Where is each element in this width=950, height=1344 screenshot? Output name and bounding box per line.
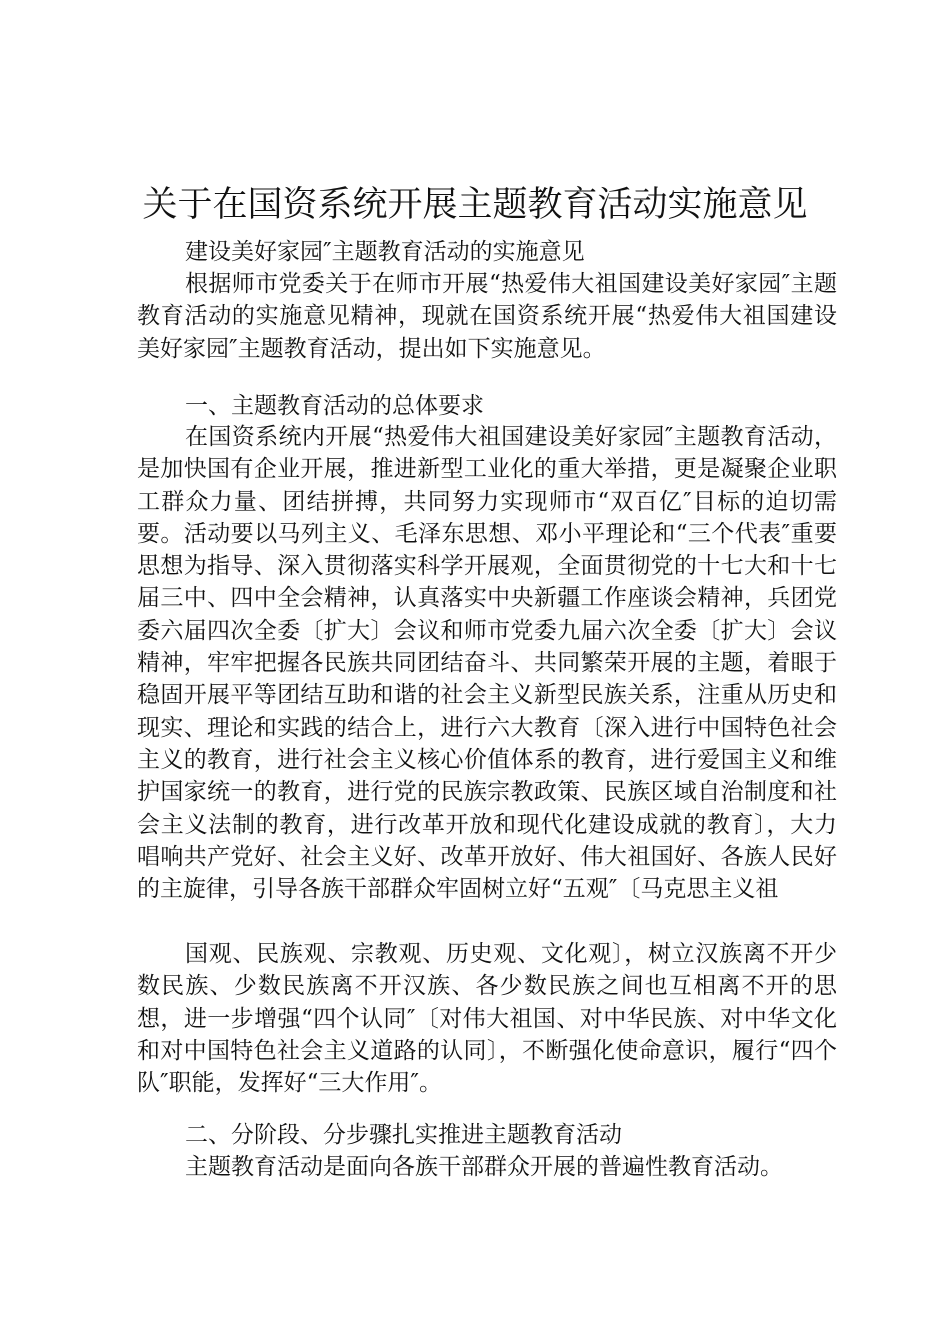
section-2-paragraph: 主题教育活动是面向各族干部群众开展的普遍性教育活动。 bbox=[185, 1154, 783, 1180]
section-1-heading: 一、主题教育活动的总体要求 bbox=[185, 393, 484, 419]
intro-paragraph: 根据师市党委关于在师市开展“热爱伟大祖国建设美好家园″主题教育活动的实施意见精神，现就在国资系统开展“热爱伟大祖国建设美好家园″主题教育活动，提出如下实施意见。 bbox=[137, 271, 837, 362]
section-1-paragraph-continued: 国观、民族观、宗教观、历史观、文化观〕，树立汉族离不开少数民族、少数民族离不开汉族、各少数民族之间也互相离不开的思想，进一步增强“四个认同″〔对伟大祖国、对中华民族、对中华文化和对中国特色社会主义道路的认同〕，不断强化使命意识，履行“四个队″职能，发挥好“三大作用″。 bbox=[137, 941, 837, 1097]
document-title: 关于在国资系统开展主题教育活动实施意见 bbox=[142, 185, 808, 225]
section-2-heading: 二、分阶段、分步骤扎实推进主题教育活动 bbox=[185, 1122, 622, 1148]
section-1-paragraph: 在国资系统内开展“热爱伟大祖国建设美好家园″主题教育活动，是加快国有企业开展，推进新型工业化的重大举措，更是凝聚企业职工群众力量、团结拼搏，共同努力实现师市“双百亿″目标的迫切需要。活动要以马列主义、毛泽东思想、邓小平理论和“三个代表″重要思想为指导、深入贯彻落实科学开展观，全面贯彻党的十七大和十七届三中、四中全会精神，认真落实中央新疆工作座谈会精神，兵团党委六届四次全委〔扩大〕会议和师市党委九届六次全委〔扩大〕会议精神，牢牢把握各民族共同团结奋斗、共同繁荣开展的主题，着眼于稳固开展平等团结互助和谐的社会主义新型民族关系，注重从历史和现实、理论和实践的结合上，进行六大教育〔深入进行中国特色社会主义的教育，进行社会主义核心价值体系的教育，进行爱国主义和维护国家统一的教育，进行党的民族宗教政策、民族区域自治制度和社会主义法制的教育，进行改革开放和现代化建设成就的教育〕，大力唱响共产党好、社会主义好、改革开放好、伟大祖国好、各族人民好的主旋律，引导各族干部群众牢固树立好“五观″〔马克思主义祖 bbox=[137, 424, 837, 903]
document-subtitle: 建设美好家园″主题教育活动的实施意见 bbox=[185, 239, 585, 265]
